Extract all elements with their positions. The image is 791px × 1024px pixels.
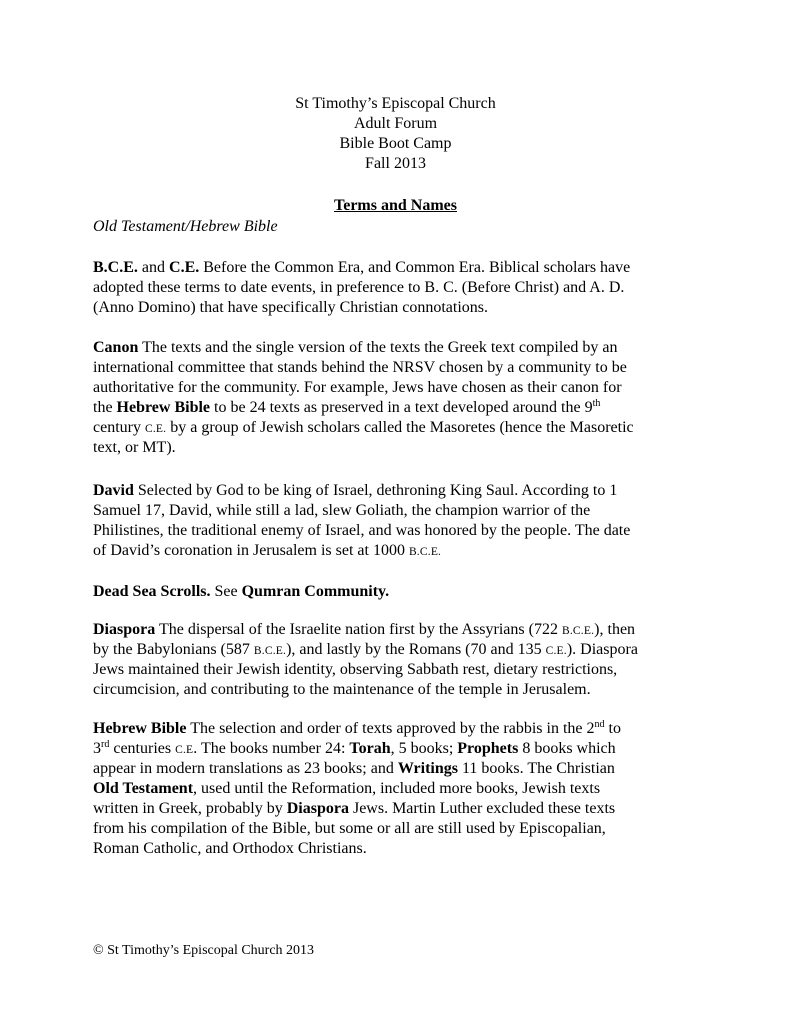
header-term: Fall 2013 bbox=[365, 155, 426, 172]
entry-diaspora: Diaspora The dispersal of the Israelite nation first by the Assyrians (722 B.C.E.), then by the Babylonians (587 B.C.E.), and lastly by the Romans (70 and 135 C.E.). Diaspora Jews maintained their Jewish identity, observing Sabbath rest, dietary restrictions, circumcision, and contributing to the maintenance of the temple in Jerusalem. bbox=[93, 621, 638, 698]
entry-term: David bbox=[93, 482, 134, 499]
entry-term: Canon bbox=[93, 339, 139, 356]
entry-bce: B.C.E. and C.E. Before the Common Era, and Common Era. Biblical scholars have adopted these terms to date events, in preference to B. C. (Before Christ) and A. D. (Anno Domino) that have specifically Christian connotations. bbox=[93, 259, 631, 316]
section-title: Terms and Names bbox=[334, 197, 457, 214]
entry-term: Dead Sea Scrolls. bbox=[93, 583, 211, 600]
header-forum: Adult Forum bbox=[353, 115, 438, 132]
entry-term: B.C.E. bbox=[93, 259, 138, 276]
entry-term: Diaspora bbox=[93, 621, 156, 638]
header-church-name: St Timothy’s Episcopal Church bbox=[295, 95, 496, 112]
entry-term: Hebrew Bible bbox=[93, 720, 187, 737]
subtitle: Old Testament/Hebrew Bible bbox=[93, 218, 278, 235]
header-program: Bible Boot Camp bbox=[339, 135, 452, 152]
footer-copyright: © St Timothy’s Episcopal Church 2013 bbox=[93, 943, 315, 958]
entry-canon: Canon The texts and the single version of the texts the Greek text compiled by an international committee that stands behind the NRSV chosen by a community to be authoritative for the community. For example, Jews have chosen as their canon for the Hebrew Bible to be 24 texts as preserved in a text developed around the 9th century C.E. by a group of Jewish scholars called the Masoretes (hence the Masoretic text, or MT). bbox=[93, 339, 634, 456]
entry-term: C.E. bbox=[169, 259, 200, 276]
entry-hebrew-bible: Hebrew Bible The selection and order of texts approved by the rabbis in the 2nd to 3rd centuries C.E. The books number 24: Torah, 5 books; Prophets 8 books which appear in modern translations as 23 books; and Writings 11 books. The Christian Old Testament, used until the Reformation, included more books, Jewish texts written in Greek, probably by Diaspora Jews. Martin Luther excluded these texts from his compilation of the Bible, but some or all are still used by Episcopalian, Roman Catholic, and Orthodox Christians. bbox=[93, 719, 621, 857]
entry-dead-sea-scrolls: Dead Sea Scrolls. See Qumran Community. bbox=[93, 583, 390, 600]
cross-reference: Qumran Community. bbox=[241, 583, 390, 600]
entry-term: Hebrew Bible bbox=[116, 399, 211, 416]
entry-david: David Selected by God to be king of Israel, dethroning King Saul. According to 1 Samuel 17, David, while still a lad, slew Goliath, the champion warrior of the Philistines, the traditional enemy of Israel, and was honored by the people. The date of David’s coronation in Jerusalem is set at 1000 B.C.E. bbox=[93, 482, 631, 559]
